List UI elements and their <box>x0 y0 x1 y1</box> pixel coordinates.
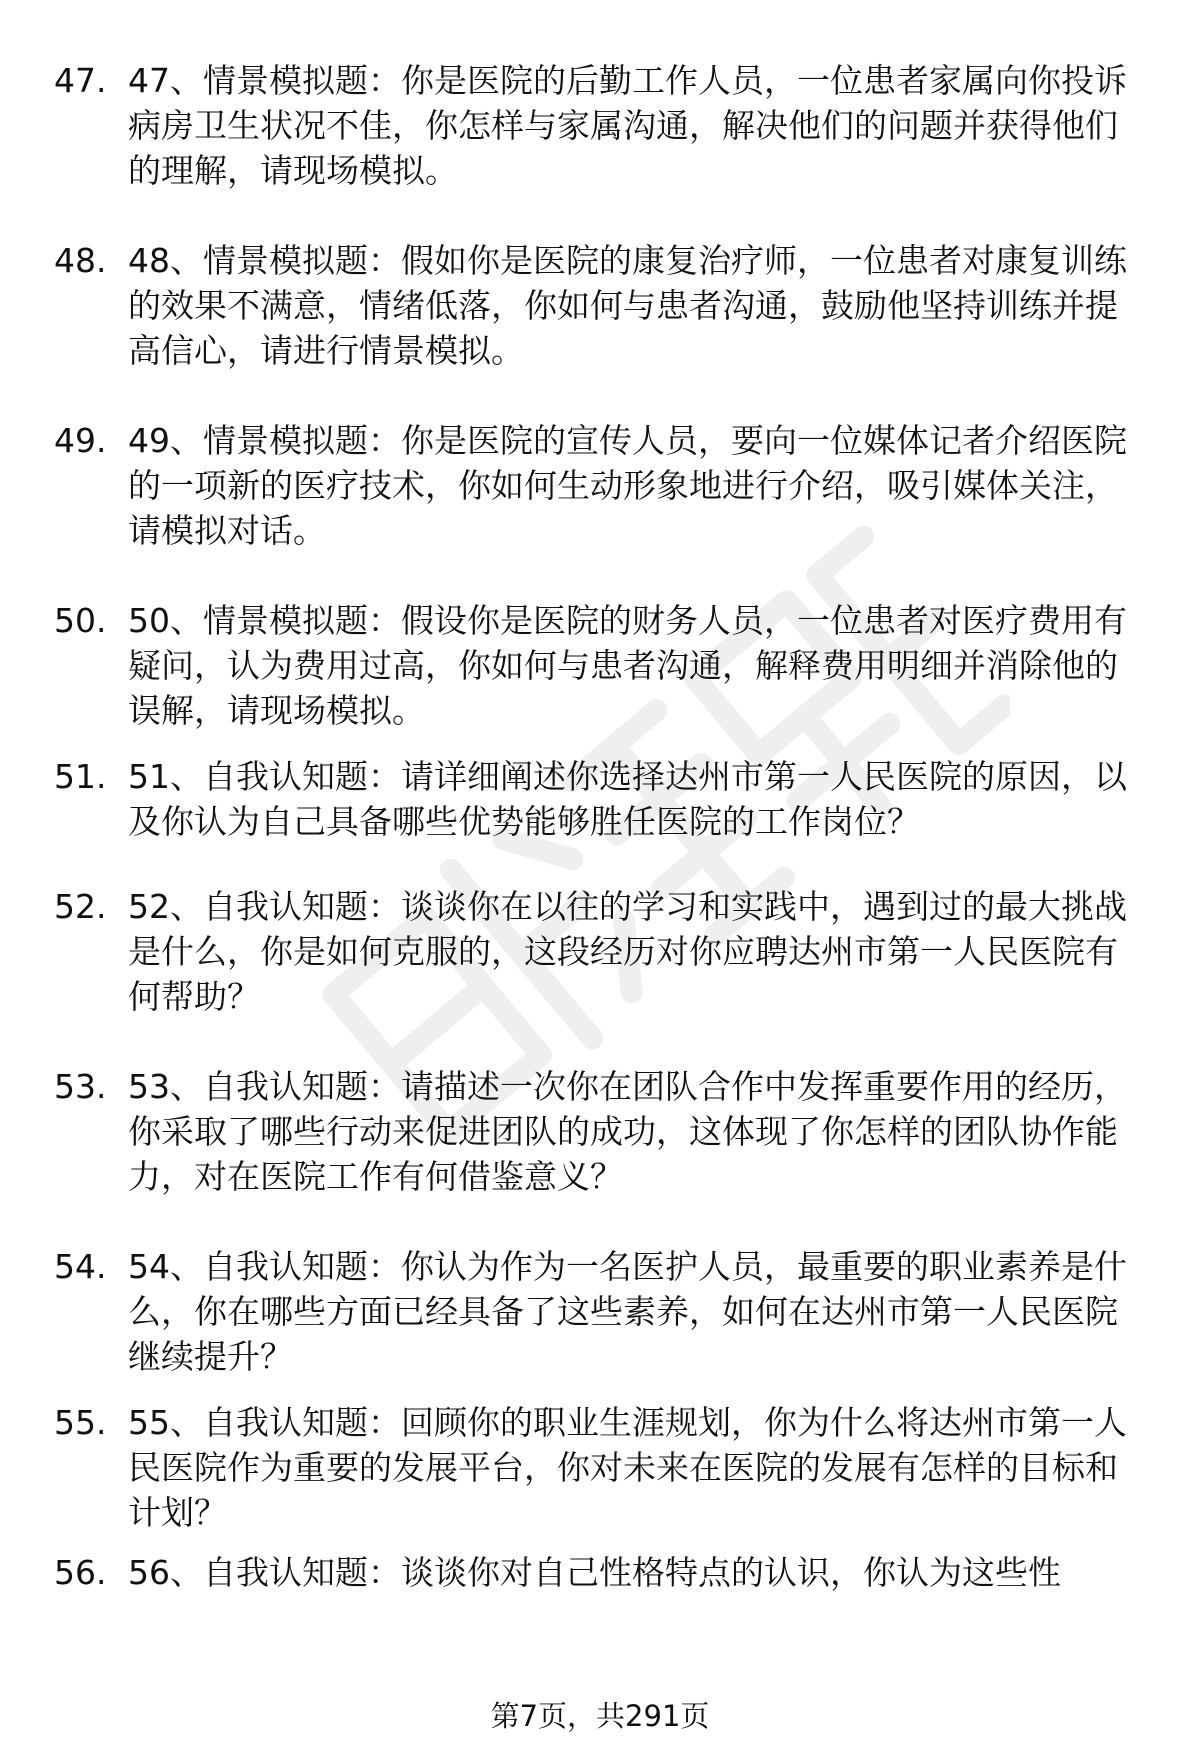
question-item <box>54 58 1154 238</box>
page-footer: 第7页，共291页 <box>490 1699 710 1733</box>
question-item <box>54 1400 1154 1550</box>
question-list <box>54 58 1154 1610</box>
question-text: 47、情景模拟题：你是医院的后勤工作人员，一位患者家属向你投诉病房卫生状况不佳，你怎样与家属沟通，解决他们的问题并获得他们的理解，请现场模拟。 <box>128 61 1127 190</box>
question-item <box>54 598 1154 754</box>
question-text: 55、自我认知题：回顾你的职业生涯规划，你为什么将达州市第一人民医院作为重要的发展平台，你对未来在医院的发展有怎样的目标和计划？ <box>128 1403 1127 1532</box>
question-text: 53、自我认知题：请描述一次你在团队合作中发挥重要作用的经历，你采取了哪些行动来促进团队的成功，这体现了你怎样的团队协作能力，对在医院工作有何借鉴意义？ <box>128 1067 1127 1196</box>
question-item <box>54 754 1154 884</box>
question-number: 50. <box>54 601 107 640</box>
question-number: 55. <box>54 1403 107 1442</box>
question-text: 51、自我认知题：请详细阐述你选择达州市第一人民医院的原因，以及你认为自己具备哪些优势能够胜任医院的工作岗位？ <box>128 757 1127 841</box>
question-number: 53. <box>54 1067 107 1106</box>
question-number: 49. <box>54 421 107 460</box>
question-item <box>54 884 1154 1064</box>
question-text: 49、情景模拟题：你是医院的宣传人员，要向一位媒体记者介绍医院的一项新的医疗技术，你如何生动形象地进行介绍，吸引媒体关注，请模拟对话。 <box>128 421 1127 550</box>
question-item <box>54 418 1154 598</box>
question-text: 56、自我认知题：谈谈你对自己性格特点的认识，你认为这些性 <box>128 1553 1061 1592</box>
question-text: 52、自我认知题：谈谈你在以往的学习和实践中，遇到过的最大挑战是什么，你是如何克服的，这段经历对你应聘达州市第一人民医院有何帮助？ <box>128 887 1127 1016</box>
question-number: 56. <box>54 1553 107 1592</box>
question-number: 54. <box>54 1247 107 1286</box>
question-item <box>54 1550 1154 1610</box>
question-text: 50、情景模拟题：假设你是医院的财务人员，一位患者对医疗费用有疑问，认为费用过高，你如何与患者沟通，解释费用明细并消除他的误解，请现场模拟。 <box>128 601 1127 730</box>
question-number: 52. <box>54 887 107 926</box>
question-item <box>54 1064 1154 1244</box>
question-text: 54、自我认知题：你认为作为一名医护人员，最重要的职业素养是什么，你在哪些方面已经具备了这些素养，如何在达州市第一人民医院继续提升？ <box>128 1247 1127 1376</box>
question-number: 47. <box>54 61 107 100</box>
question-item <box>54 1244 1154 1400</box>
question-number: 51. <box>54 757 107 796</box>
question-item <box>54 238 1154 418</box>
question-text: 48、情景模拟题：假如你是医院的康复治疗师，一位患者对康复训练的效果不满意，情绪低落，你如何与患者沟通，鼓励他坚持训练并提高信心，请进行情景模拟。 <box>128 241 1127 370</box>
question-number: 48. <box>54 241 107 280</box>
